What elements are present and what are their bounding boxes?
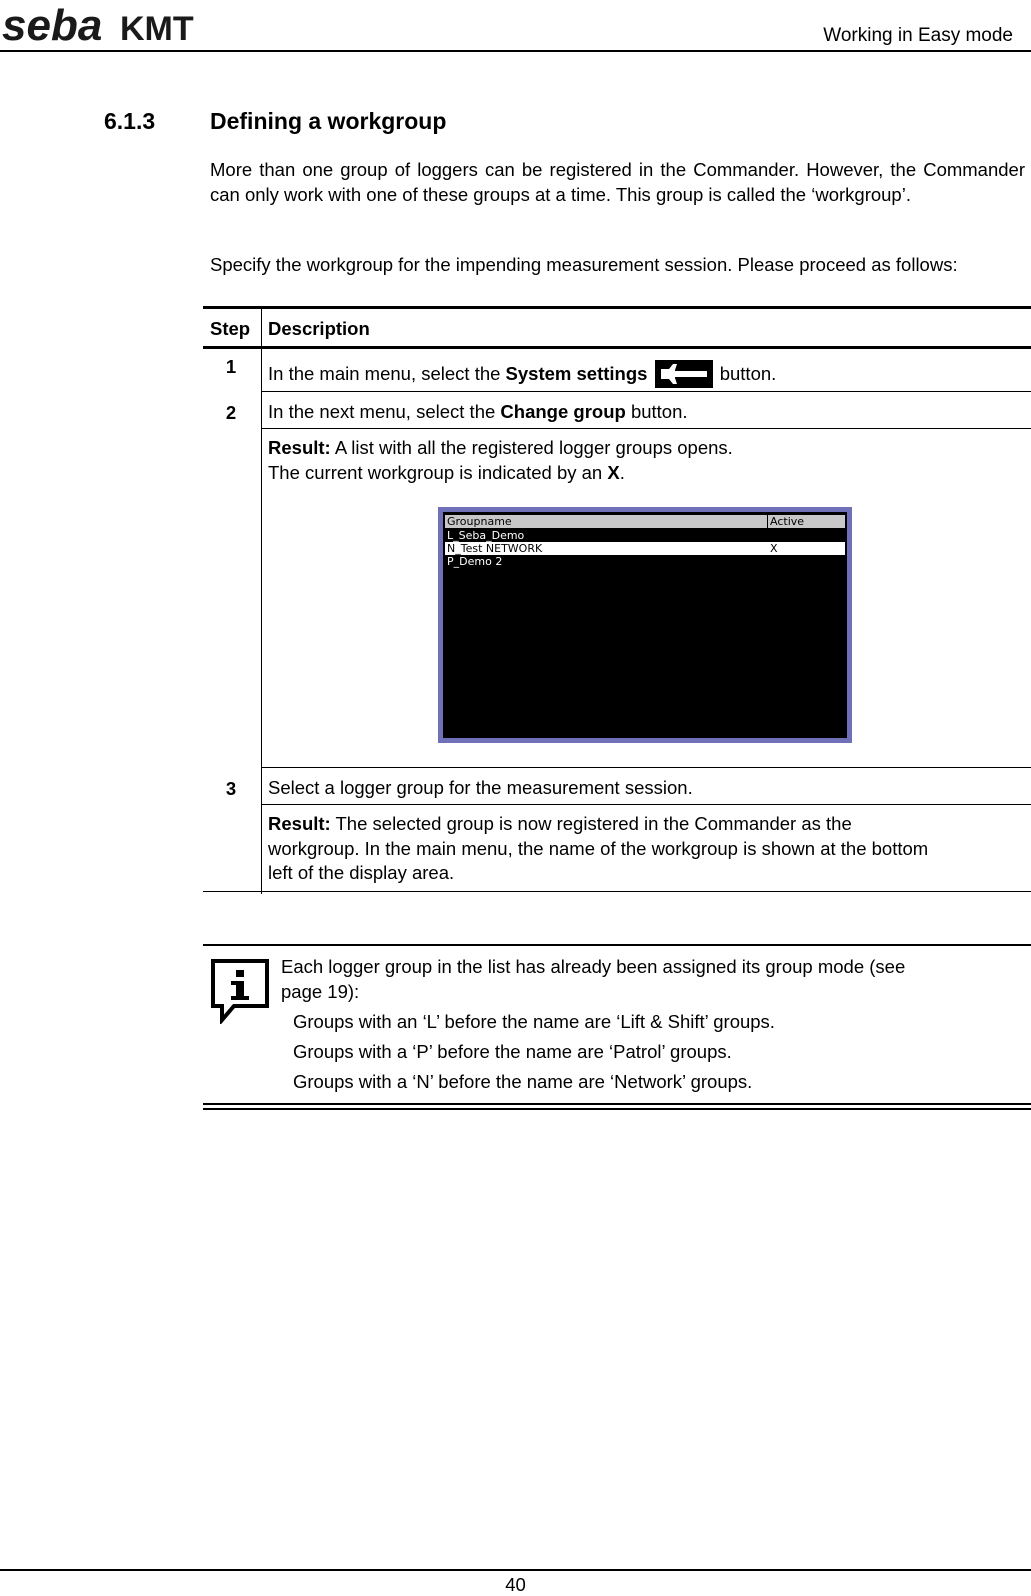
logo-seba-text: seba xyxy=(2,2,103,46)
step-1-number: 1 xyxy=(225,356,237,377)
table-header-rule xyxy=(203,346,1031,349)
step-3-number: 3 xyxy=(225,778,237,799)
step-2-text-bold: Change group xyxy=(500,401,626,422)
note-bullet: Groups with a ‘P’ before the name are ‘Patrol’ groups. xyxy=(293,1041,732,1062)
step-3-result-line1: The selected group is now registered in the Commander as the xyxy=(330,813,852,834)
table-top-rule xyxy=(203,306,1031,309)
step-1-description xyxy=(268,360,776,388)
note-bottom-rule xyxy=(203,1103,1031,1105)
header-title: Working in Easy mode xyxy=(823,25,1013,46)
note-top-rule xyxy=(203,944,1031,946)
step-1-text-post: button. xyxy=(714,363,777,384)
col-active: Active xyxy=(770,515,805,528)
row-divider xyxy=(261,804,1031,805)
group-name: N_Test NETWORK xyxy=(447,542,543,555)
table-column-divider xyxy=(261,309,262,894)
footer-divider xyxy=(0,1569,1031,1571)
section-number: 6.1.3 xyxy=(104,108,156,134)
group-row[interactable] xyxy=(445,529,845,542)
group-row[interactable] xyxy=(445,555,845,568)
group-list-display xyxy=(443,512,847,738)
note-bullet: Groups with a ‘N’ before the name are ‘Network’ groups. xyxy=(293,1071,753,1092)
note-bottom-rule-2 xyxy=(203,1108,1031,1110)
header-divider xyxy=(0,50,1031,52)
note-line2: page 19): xyxy=(281,980,360,1002)
table-bottom-rule xyxy=(203,891,1031,892)
step-1-text-pre: In the main menu, select the xyxy=(268,363,506,384)
col-groupname: Groupname xyxy=(447,515,512,528)
step-3-result-line2: workgroup. In the main menu, the name of the workgroup is shown at the bottom xyxy=(268,837,929,859)
step-2-result-label: Result: xyxy=(268,437,331,458)
info-icon xyxy=(210,958,272,1024)
note-line1: Each logger group in the list has already been assigned its group mode (see xyxy=(281,956,906,977)
group-active: X xyxy=(770,542,778,555)
column-separator xyxy=(767,515,768,528)
step-2-result-line1: A list with all the registered logger groups opens. xyxy=(330,437,733,458)
group-name: P_Demo 2 xyxy=(447,555,503,568)
step-3-description: Select a logger group for the measurement session. xyxy=(268,777,693,798)
step-2-result-line2: The current workgroup is indicated by an xyxy=(268,461,608,483)
wrench-icon xyxy=(655,360,713,388)
step-1-text-bold: System settings xyxy=(505,363,648,384)
specify-paragraph: Specify the workgroup for the impending measurement session. Please proceed as follows: xyxy=(210,254,958,275)
page-number: 40 xyxy=(505,1574,526,1595)
step-2-number: 2 xyxy=(225,402,237,423)
note-bullet: Groups with an ‘L’ before the name are ‘Lift & Shift’ groups. xyxy=(293,1011,775,1032)
step-2-text-post: button. xyxy=(625,401,688,422)
header-step: Step xyxy=(210,318,251,339)
group-row-selected[interactable] xyxy=(445,542,845,555)
section-title: Defining a workgroup xyxy=(210,108,447,134)
step-2-result-x: X xyxy=(607,461,620,483)
row-divider xyxy=(261,391,1031,392)
step-2-text-pre: In the next menu, select the xyxy=(268,401,501,422)
note-intro xyxy=(281,955,905,1004)
group-list-header xyxy=(445,515,845,528)
header-description: Description xyxy=(268,318,370,339)
group-name: L_Seba_Demo xyxy=(447,529,525,542)
intro-paragraph: More than one group of loggers can be registered in the Commander. However, the Commander can only work with one of these groups at a time. This group is called the ‘workgroup’. xyxy=(210,159,1025,205)
seba-kmt-logo xyxy=(2,2,224,46)
step-3-result-label: Result: xyxy=(268,813,331,834)
row-divider xyxy=(261,428,1031,429)
logo-kmt-text: KMT xyxy=(120,10,194,46)
step-3-result xyxy=(268,812,1028,886)
group-list-screenshot xyxy=(438,507,852,743)
row-divider xyxy=(261,767,1031,768)
step-2-result-period: . xyxy=(619,461,625,483)
step-2-description xyxy=(268,400,688,425)
step-2-result xyxy=(268,436,733,485)
step-3-result-line3: left of the display area. xyxy=(268,862,455,883)
